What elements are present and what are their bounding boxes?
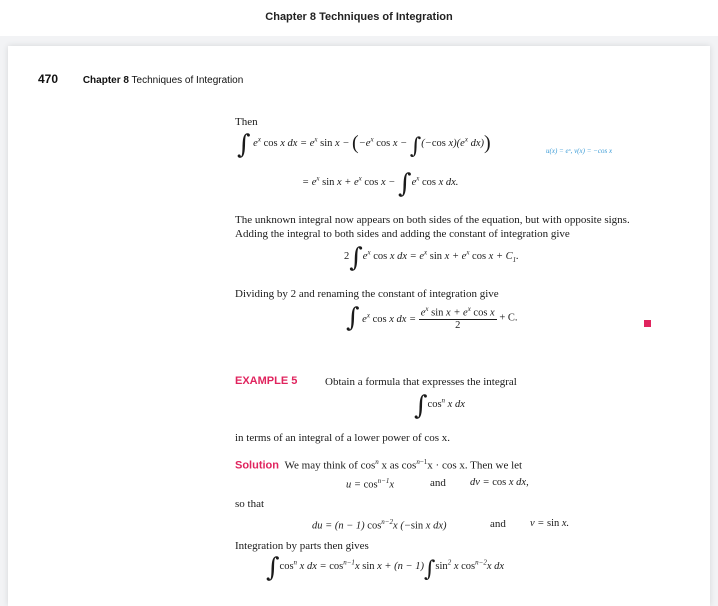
equation-3: $2\int e^x$ cos x dx = $e^x$ $\sin x + e^x$ $\cos x + C_1$. [344, 243, 519, 273]
example-tail: in terms of an integral of a lower power of cos x. [235, 432, 451, 444]
eq4-denominator: 2 [455, 319, 461, 331]
u-definition: $u = \cos^{n-1}x$ [346, 477, 394, 491]
dv-definition: dv = cos x dx, [470, 477, 529, 488]
page-number: 470 [38, 72, 59, 86]
so-that-text: so that [235, 498, 265, 510]
solution-label: Solution [235, 459, 279, 472]
example-intro: Obtain a formula that expresses the integral [325, 376, 517, 388]
parts-text: Integration by parts then gives [235, 540, 369, 552]
solution-text-a: We may think of cos [284, 459, 376, 472]
chapter-label: Chapter 8 [82, 75, 129, 86]
and-text-1: and [430, 477, 446, 489]
solution-text-b: x as cos [381, 459, 417, 472]
end-of-proof-box [644, 320, 651, 327]
example-label: EXAMPLE 5 [235, 375, 298, 387]
running-head [38, 72, 243, 86]
equation-1: ∫ $e^x$ cos x dx = $e^x$ $\sin x - (-e^x$ cos x − ∫(−cos $x)(e^x$ dx)) [237, 130, 491, 160]
para1-line1: The unknown integral now appears on both sides of the equation, but with opposite signs. [235, 214, 630, 226]
equation-2: = $e^x$ $\sin x + e^x$ $\cos x - \int e^x$ cos x dx. [302, 169, 459, 199]
para1-line2: Adding the integral to both sides and adding the constant of integration give [235, 228, 570, 240]
du-definition: du = (n − 1) $\cos^{n-2}x$ (−sin x dx) [312, 518, 447, 532]
solution-line: Solution We may think of $\cos^n x$ as $\cos^{n-1}x \cdot \cos x$. Then we let [235, 458, 523, 472]
v-definition: v = sin x. [530, 518, 570, 529]
header-title: Chapter 8 Techniques of Integration [0, 0, 718, 36]
example-integral: $\int\cos^n$ x dx [414, 391, 465, 421]
and-text-2: and [490, 518, 506, 530]
then-text: Then [235, 116, 258, 128]
textbook-page [8, 46, 710, 606]
eq4-constant: + C. [499, 312, 518, 324]
margin-note: u(x) = eˣ, v(x) = −cos x [546, 147, 613, 155]
solution-text-c: x · cos x. Then we let [427, 459, 523, 472]
parts-equation: $\int\cos^n$ x dx = $\cos^{n-1}x$ $\sin x + (n - 1)\int\sin^2$ x $\cos^{n-2}x$ dx [266, 553, 505, 583]
chapter-title: Techniques of Integration [131, 75, 244, 86]
equation-4: ∫ $e^x$ cos x dx = $\frac{e^x \sin x + e^x \cos x}{2}$ + C. [346, 303, 518, 333]
para2: Dividing by 2 and renaming the constant of integration give [235, 288, 499, 300]
